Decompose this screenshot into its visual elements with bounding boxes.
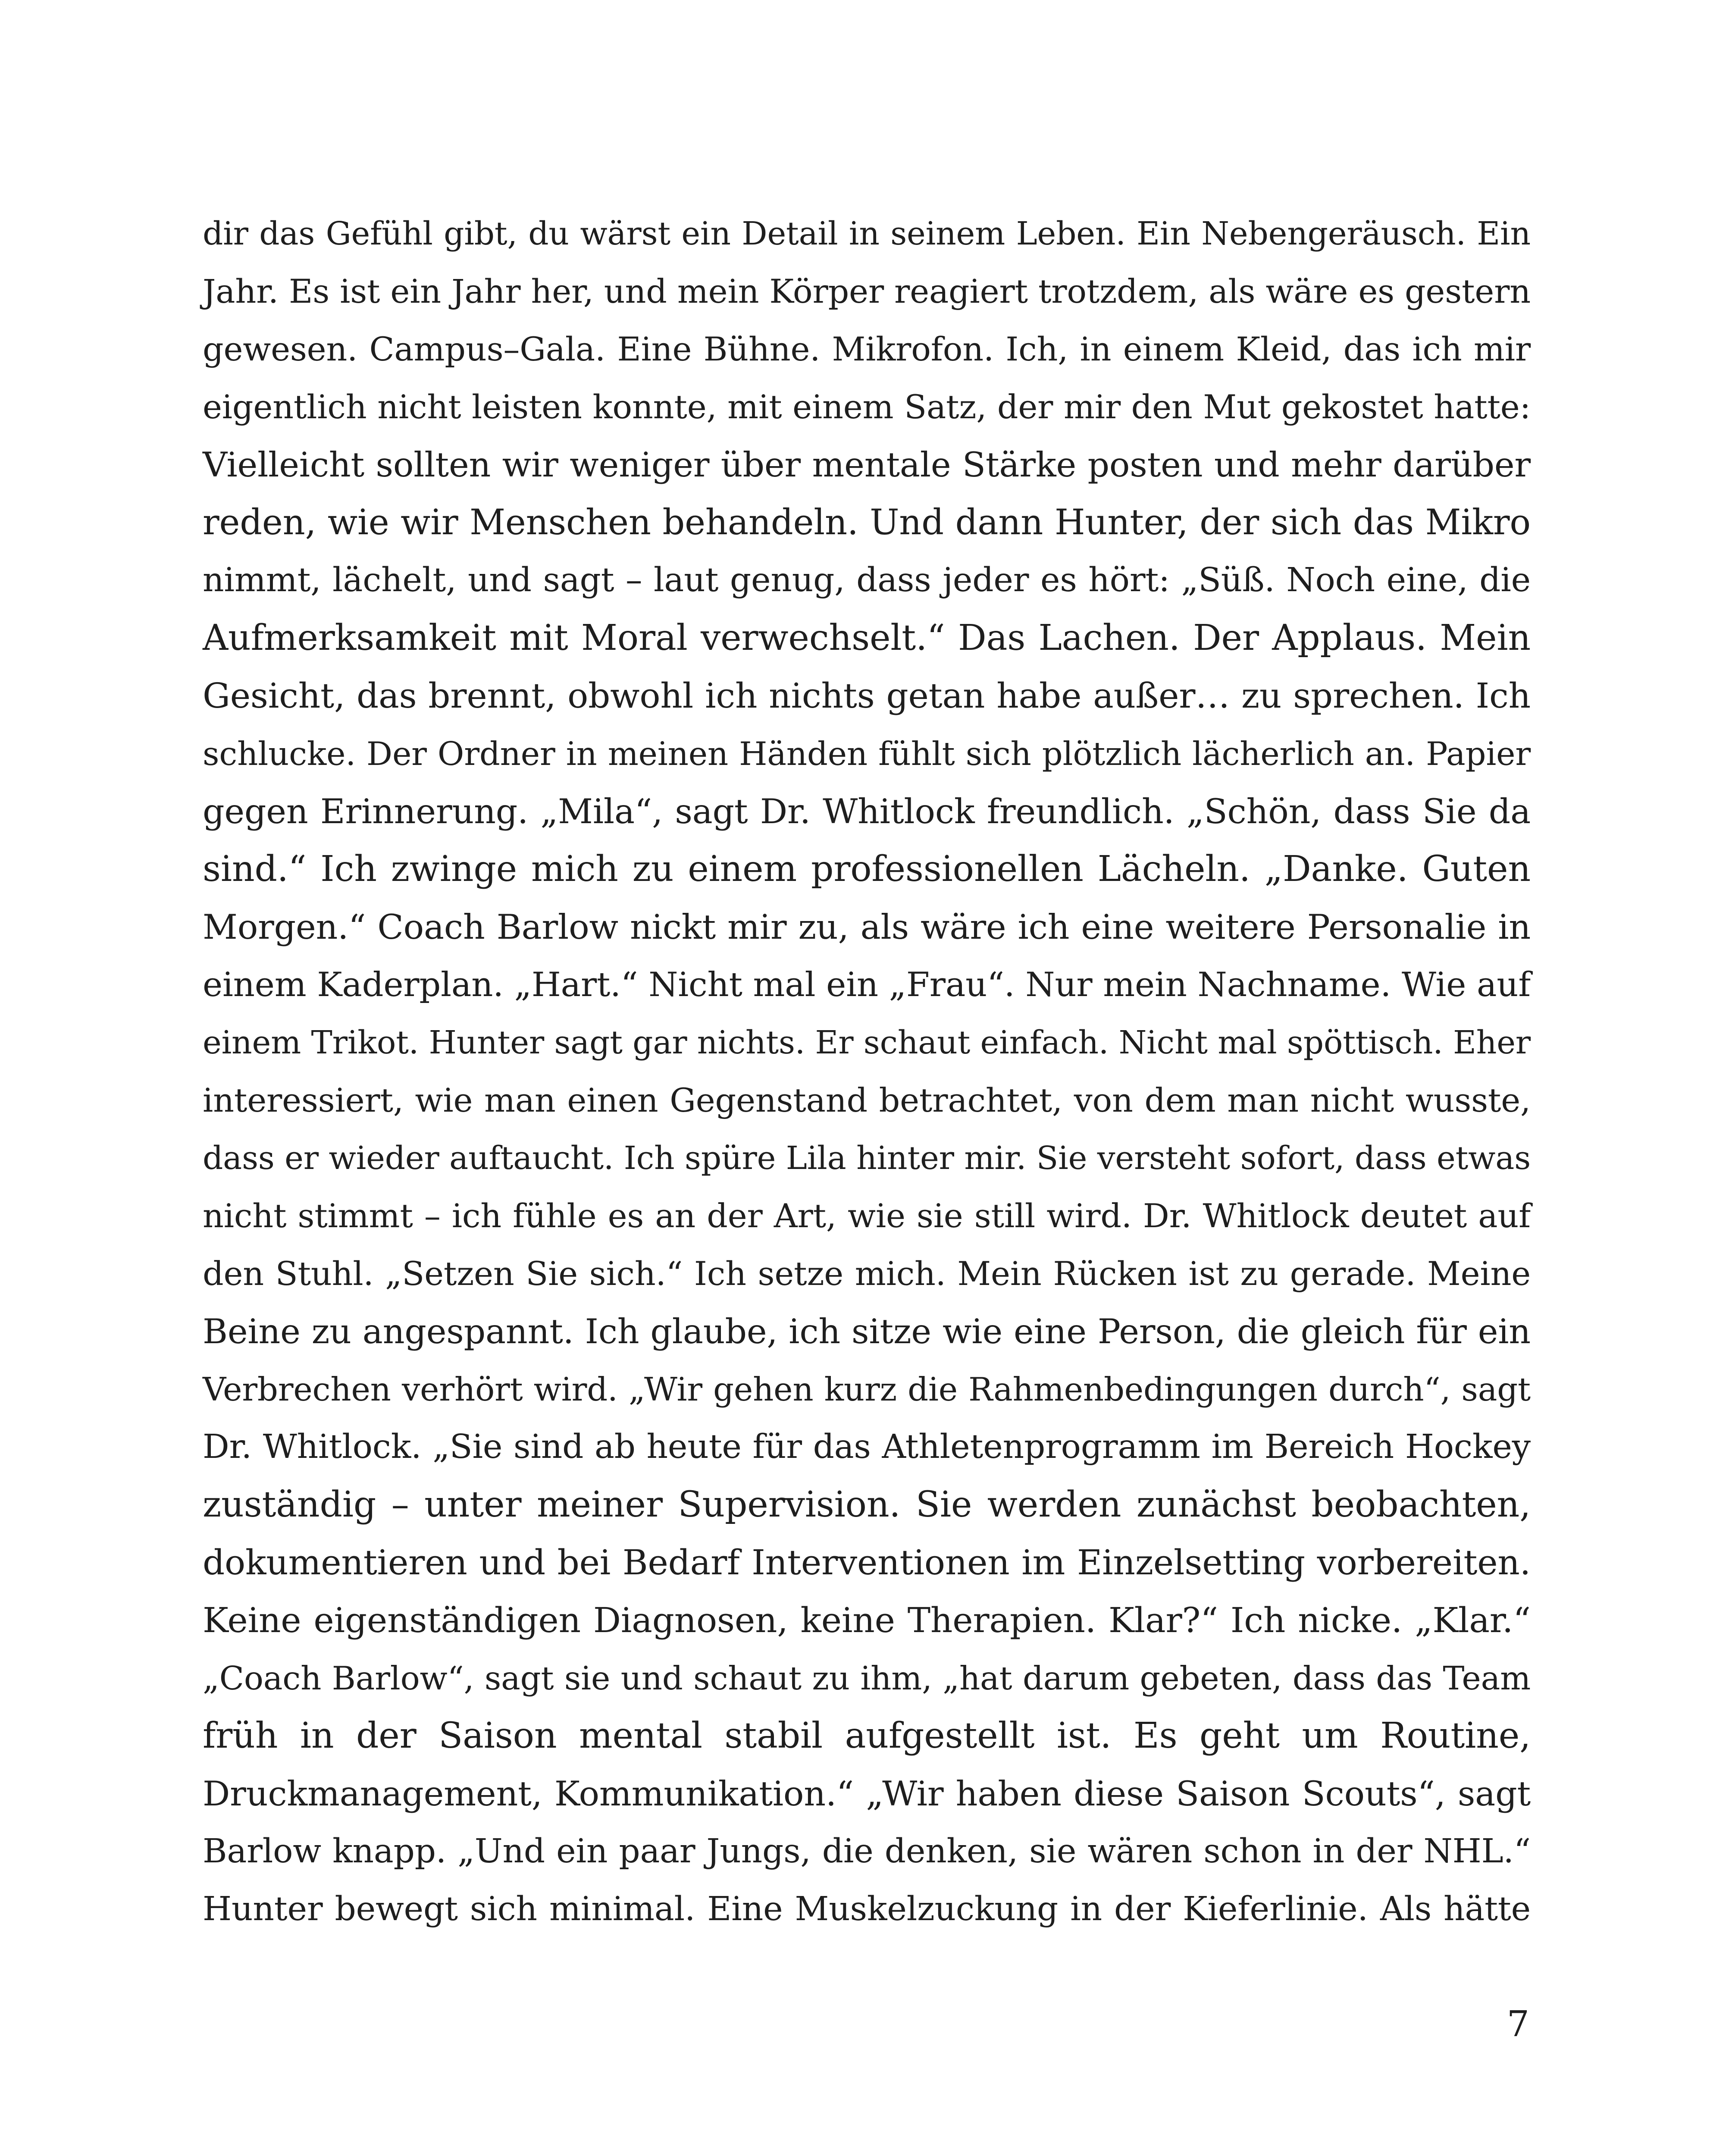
text-line: interessiert, wie man einen Gegenstand betrachtet, von dem man nicht wusste, (203, 1081, 1531, 1119)
text-line: Druckmanagement, Kommunikation.“ „Wir haben diese Saison Scouts“, sagt (203, 1774, 1531, 1814)
body-text (203, 205, 1531, 1938)
page-number: 7 (1506, 2004, 1529, 2045)
text-line: gewesen. Campus–Gala. Eine Bühne. Mikrofon. Ich, in einem Kleid, das ich mir (203, 330, 1531, 368)
text-line: Keine eigenständigen Diagnosen, keine Therapien. Klar?“ Ich nicke. „Klar.“ (203, 1600, 1531, 1640)
text-line: nimmt, lächelt, und sagt – laut genug, dass jeder es hört: „Süß. Noch eine, die (203, 561, 1531, 599)
text-line: Gesicht, das brennt, obwohl ich nichts getan habe außer… zu sprechen. Ich (203, 676, 1531, 716)
text-line: zuständig – unter meiner Supervision. Sie werden zunächst beobachten, (203, 1484, 1531, 1525)
text-line: Beine zu angespannt. Ich glaube, ich sitze wie eine Person, die gleich für ein (203, 1312, 1531, 1351)
text-line: gegen Erinnerung. „Mila“, sagt Dr. Whitlock freundlich. „Schön, dass Sie da (203, 792, 1531, 831)
text-line: Vielleicht sollten wir weniger über mentale Stärke posten und mehr darüber (203, 445, 1531, 485)
text-line: einem Trikot. Hunter sagt gar nichts. Er schaut einfach. Nicht mal spöttisch. Eher (203, 1024, 1531, 1061)
text-line: einem Kaderplan. „Hart.“ Nicht mal ein „Frau“. Nur mein Nachname. Wie auf (203, 965, 1531, 1004)
text-line: Dr. Whitlock. „Sie sind ab heute für das Athletenprogramm im Bereich Hockey (203, 1428, 1531, 1466)
text-line: Hunter bewegt sich minimal. Eine Muskelzuckung in der Kieferlinie. Als hätte (203, 1890, 1531, 1928)
text-line: eigentlich nicht leisten konnte, mit einem Satz, der mir den Mut gekostet hatte: (203, 388, 1531, 426)
text-line: schlucke. Der Ordner in meinen Händen fühlt sich plötzlich lächerlich an. Papier (203, 735, 1531, 773)
text-line: „Coach Barlow“, sagt sie und schaut zu ihm, „hat darum gebeten, dass das Team (203, 1659, 1531, 1697)
text-line: dir das Gefühl gibt, du wärst ein Detail in seinem Leben. Ein Nebengeräusch. Ein (203, 215, 1531, 252)
text-line: Verbrechen verhört wird. „Wir gehen kurz die Rahmenbedingungen durch“, sagt (203, 1370, 1531, 1408)
text-line: dokumentieren und bei Bedarf Interventionen im Einzelsetting vorbereiten. (203, 1542, 1531, 1583)
text-line: Morgen.“ Coach Barlow nickt mir zu, als wäre ich eine weitere Personalie in (203, 907, 1531, 947)
text-line: sind.“ Ich zwinge mich zu einem professionellen Lächeln. „Danke. Guten (203, 849, 1531, 890)
text-line: Barlow knapp. „Und ein paar Jungs, die denken, sie wären schon in der NHL.“ (203, 1832, 1531, 1871)
text-line: den Stuhl. „Setzen Sie sich.“ Ich setze mich. Mein Rücken ist zu gerade. Meine (203, 1254, 1531, 1293)
text-line: früh in der Saison mental stabil aufgestellt ist. Es geht um Routine, (203, 1715, 1531, 1756)
text-line: reden, wie wir Menschen behandeln. Und dann Hunter, der sich das Mikro (203, 502, 1531, 543)
text-line: Jahr. Es ist ein Jahr her, und mein Körper reagiert trotzdem, als wäre es gestern (203, 272, 1531, 310)
text-line: nicht stimmt – ich fühle es an der Art, wie sie still wird. Dr. Whitlock deutet auf (203, 1197, 1531, 1235)
text-line: dass er wieder auftaucht. Ich spüre Lila hinter mir. Sie versteht sofort, dass etwas (203, 1140, 1531, 1177)
text-line: Aufmerksamkeit mit Moral verwechselt.“ Das Lachen. Der Applaus. Mein (203, 617, 1531, 658)
